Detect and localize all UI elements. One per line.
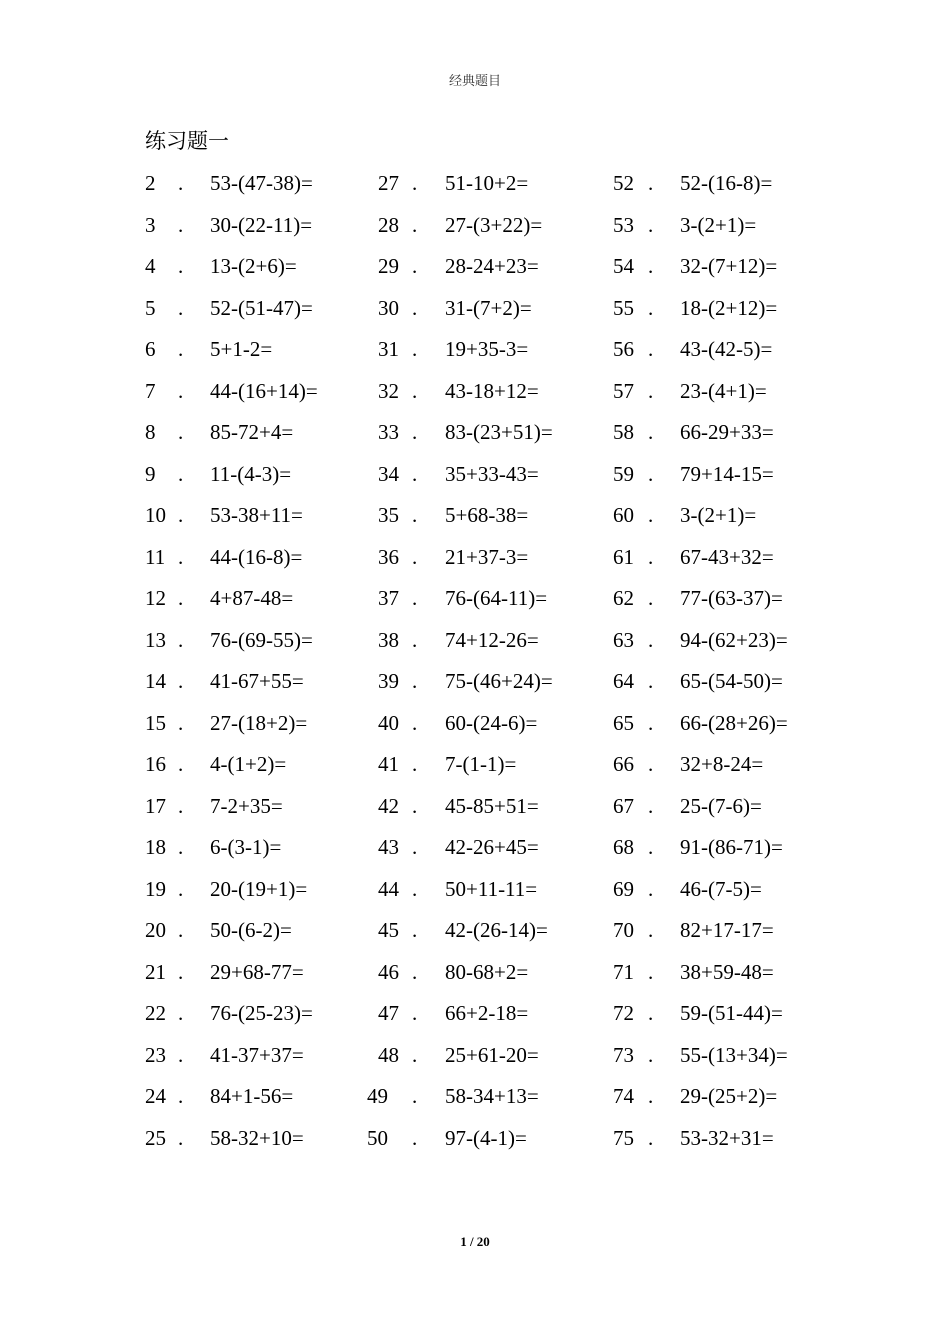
number-separator: . <box>648 918 654 942</box>
exercise-expression: 6-(3-1)= <box>210 835 282 859</box>
number-separator: . <box>412 669 418 693</box>
page-header: 经典题目 <box>448 74 501 89</box>
number-separator: . <box>648 295 654 320</box>
number-separator: . <box>648 835 654 859</box>
number-separator: . <box>178 793 184 818</box>
number-separator: . <box>648 876 654 901</box>
number-separator: . <box>648 171 654 195</box>
exercise-expression: 43-18+12= <box>445 378 539 403</box>
number-separator: . <box>178 503 184 527</box>
exercise-number: 46 <box>378 959 399 984</box>
exercise-expression: 94-(62+23)= <box>680 627 788 652</box>
exercise-expression: 55-(13+34)= <box>680 1042 788 1067</box>
exercise-expression: 5+68-38= <box>445 503 529 527</box>
exercise-number: 36 <box>378 544 399 569</box>
exercise-expression: 3-(2+1)= <box>680 503 757 527</box>
exercise-number: 34 <box>378 461 399 486</box>
number-separator: . <box>412 959 418 984</box>
exercise-expression: 79+14-15= <box>680 461 774 486</box>
exercise-number: 69 <box>613 876 634 901</box>
number-separator: . <box>648 959 654 984</box>
number-separator: . <box>648 337 654 361</box>
number-separator: . <box>412 1125 418 1150</box>
exercise-expression: 32+8-24= <box>680 752 764 776</box>
number-separator: . <box>178 876 184 901</box>
number-separator: . <box>178 1001 184 1025</box>
exercise-number: 55 <box>613 295 634 320</box>
exercise-number: 50 <box>367 1125 388 1150</box>
exercise-number: 5 <box>145 295 156 320</box>
exercise-expression: 11-(4-3)= <box>210 461 292 486</box>
exercise-expression: 21+37-3= <box>445 544 529 569</box>
number-separator: . <box>412 461 418 486</box>
exercise-expression: 60-(24-6)= <box>445 710 538 735</box>
number-separator: . <box>178 1125 184 1150</box>
exercise-expression: 91-(86-71)= <box>680 835 783 859</box>
number-separator: . <box>178 669 184 693</box>
number-separator: . <box>648 212 654 237</box>
number-separator: . <box>412 254 418 278</box>
exercise-number: 12 <box>145 586 166 610</box>
exercise-expression: 58-32+10= <box>210 1125 304 1150</box>
exercise-number: 16 <box>145 752 166 776</box>
exercise-expression: 59-(51-44)= <box>680 1001 783 1025</box>
exercise-number: 61 <box>613 544 634 569</box>
number-separator: . <box>412 378 418 403</box>
exercise-number: 3 <box>145 212 156 237</box>
exercise-expression: 30-(22-11)= <box>210 212 313 237</box>
number-separator: . <box>178 1084 184 1108</box>
exercise-number: 18 <box>145 835 166 859</box>
exercise-expression: 66-(28+26)= <box>680 710 788 735</box>
exercise-number: 17 <box>145 793 166 818</box>
page-number: 1 / 20 <box>460 1234 490 1249</box>
exercise-expression: 42-(26-14)= <box>445 918 548 942</box>
exercise-number: 53 <box>613 212 634 237</box>
number-separator: . <box>178 710 184 735</box>
number-separator: . <box>648 710 654 735</box>
number-separator: . <box>648 1042 654 1067</box>
number-separator: . <box>412 1001 418 1025</box>
number-separator: . <box>178 918 184 942</box>
number-separator: . <box>412 627 418 652</box>
number-separator: . <box>178 627 184 652</box>
exercise-number: 73 <box>613 1042 634 1067</box>
exercise-number: 75 <box>613 1125 634 1150</box>
number-separator: . <box>648 503 654 527</box>
exercise-expression: 85-72+4= <box>210 420 294 444</box>
exercise-number: 8 <box>145 420 156 444</box>
exercise-number: 49 <box>367 1084 388 1108</box>
exercise-number: 60 <box>613 503 634 527</box>
exercise-expression: 76-(69-55)= <box>210 627 313 652</box>
exercise-number: 67 <box>613 793 634 818</box>
exercise-number: 45 <box>378 918 399 942</box>
exercise-number: 31 <box>378 337 399 361</box>
number-separator: . <box>178 420 184 444</box>
exercise-expression: 50+11-11= <box>445 876 538 901</box>
exercise-expression: 44-(16-8)= <box>210 544 303 569</box>
number-separator: . <box>648 254 654 278</box>
exercise-title: 练习题一 <box>145 129 229 153</box>
exercise-expression: 42-26+45= <box>445 835 539 859</box>
exercise-number: 4 <box>145 254 156 278</box>
exercise-number: 44 <box>378 876 399 901</box>
exercise-expression: 53-38+11= <box>210 503 303 527</box>
exercise-expression: 67-43+32= <box>680 544 774 569</box>
number-separator: . <box>412 295 418 320</box>
exercise-expression: 7-(1-1)= <box>445 752 517 776</box>
number-separator: . <box>412 337 418 361</box>
number-separator: . <box>648 461 654 486</box>
exercise-number: 13 <box>145 627 166 652</box>
number-separator: . <box>178 171 184 195</box>
number-separator: . <box>648 752 654 776</box>
exercise-number: 35 <box>378 503 399 527</box>
exercise-number: 56 <box>613 337 634 361</box>
exercise-number: 40 <box>378 710 399 735</box>
exercise-expression: 65-(54-50)= <box>680 669 783 693</box>
exercise-number: 48 <box>378 1042 399 1067</box>
exercise-expression: 41-37+37= <box>210 1042 304 1067</box>
number-separator: . <box>412 835 418 859</box>
number-separator: . <box>178 752 184 776</box>
exercise-number: 29 <box>378 254 399 278</box>
exercise-expression: 4-(1+2)= <box>210 752 287 776</box>
number-separator: . <box>648 669 654 693</box>
exercise-number: 63 <box>613 627 634 652</box>
exercise-number: 72 <box>613 1001 634 1025</box>
number-separator: . <box>648 793 654 818</box>
exercise-number: 68 <box>613 835 634 859</box>
exercise-number: 70 <box>613 918 634 942</box>
exercise-expression: 58-34+13= <box>445 1084 539 1108</box>
number-separator: . <box>178 461 184 486</box>
number-separator: . <box>648 1001 654 1025</box>
exercise-expression: 7-2+35= <box>210 793 283 818</box>
exercise-expression: 66+2-18= <box>445 1001 529 1025</box>
exercise-expression: 53-32+31= <box>680 1125 774 1150</box>
number-separator: . <box>412 544 418 569</box>
exercise-number: 15 <box>145 710 166 735</box>
number-separator: . <box>412 586 418 610</box>
number-separator: . <box>178 337 184 361</box>
exercise-number: 19 <box>145 876 166 901</box>
exercise-expression: 44-(16+14)= <box>210 378 318 403</box>
exercise-number: 28 <box>378 212 399 237</box>
exercise-expression: 32-(7+12)= <box>680 254 778 278</box>
exercise-expression: 25-(7-6)= <box>680 793 762 818</box>
number-separator: . <box>178 212 184 237</box>
exercise-number: 27 <box>378 171 399 195</box>
exercise-number: 39 <box>378 669 399 693</box>
exercise-number: 22 <box>145 1001 166 1025</box>
number-separator: . <box>178 835 184 859</box>
exercise-expression: 4+87-48= <box>210 586 294 610</box>
number-separator: . <box>648 586 654 610</box>
number-separator: . <box>648 420 654 444</box>
exercise-expression: 41-67+55= <box>210 669 304 693</box>
exercise-expression: 84+1-56= <box>210 1084 294 1108</box>
exercise-expression: 20-(19+1)= <box>210 876 308 901</box>
number-separator: . <box>648 1125 654 1150</box>
exercise-expression: 38+59-48= <box>680 959 774 984</box>
exercise-expression: 66-29+33= <box>680 420 774 444</box>
exercise-number: 2 <box>145 171 156 195</box>
number-separator: . <box>178 586 184 610</box>
exercise-number: 9 <box>145 461 156 486</box>
exercise-expression: 52-(51-47)= <box>210 295 313 320</box>
exercise-number: 54 <box>613 254 634 278</box>
exercise-number: 6 <box>145 337 156 361</box>
number-separator: . <box>412 420 418 444</box>
exercise-number: 65 <box>613 710 634 735</box>
exercise-number: 14 <box>145 669 166 693</box>
exercise-expression: 46-(7-5)= <box>680 876 762 901</box>
exercise-number: 71 <box>613 959 634 984</box>
exercise-expression: 52-(16-8)= <box>680 171 773 195</box>
number-separator: . <box>648 378 654 403</box>
exercise-expression: 53-(47-38)= <box>210 171 313 195</box>
exercise-expression: 29+68-77= <box>210 959 304 984</box>
exercise-expression: 27-(18+2)= <box>210 710 308 735</box>
exercise-expression: 13-(2+6)= <box>210 254 297 278</box>
number-separator: . <box>178 544 184 569</box>
exercise-expression: 83-(23+51)= <box>445 420 553 444</box>
exercise-number: 30 <box>378 295 399 320</box>
number-separator: . <box>178 254 184 278</box>
exercise-number: 32 <box>378 378 399 403</box>
exercise-expression: 18-(2+12)= <box>680 295 778 320</box>
exercise-number: 37 <box>378 586 399 610</box>
exercise-number: 66 <box>613 752 634 776</box>
number-separator: . <box>178 295 184 320</box>
exercise-expression: 29-(25+2)= <box>680 1084 778 1108</box>
exercise-expression: 23-(4+1)= <box>680 378 767 403</box>
exercise-expression: 5+1-2= <box>210 337 273 361</box>
exercise-expression: 31-(7+2)= <box>445 295 532 320</box>
exercise-expression: 35+33-43= <box>445 461 539 486</box>
number-separator: . <box>412 752 418 776</box>
exercise-expression: 50-(6-2)= <box>210 918 292 942</box>
exercise-number: 62 <box>613 586 634 610</box>
exercise-number: 52 <box>613 171 634 195</box>
exercise-number: 42 <box>378 793 399 818</box>
number-separator: . <box>412 171 418 195</box>
exercise-number: 57 <box>613 378 634 403</box>
number-separator: . <box>648 544 654 569</box>
number-separator: . <box>412 876 418 901</box>
exercise-expression: 80-68+2= <box>445 959 529 984</box>
exercise-expression: 27-(3+22)= <box>445 212 543 237</box>
number-separator: . <box>648 627 654 652</box>
exercise-expression: 77-(63-37)= <box>680 586 783 610</box>
exercise-number: 47 <box>378 1001 399 1025</box>
exercise-number: 64 <box>613 669 634 693</box>
number-separator: . <box>412 918 418 942</box>
exercise-number: 23 <box>145 1042 166 1067</box>
exercise-number: 33 <box>378 420 399 444</box>
exercise-number: 41 <box>378 752 399 776</box>
exercise-number: 24 <box>145 1084 166 1108</box>
number-separator: . <box>412 710 418 735</box>
exercise-expression: 82+17-17= <box>680 918 774 942</box>
exercise-number: 25 <box>145 1125 166 1150</box>
exercise-expression: 45-85+51= <box>445 793 539 818</box>
number-separator: . <box>412 793 418 818</box>
exercise-expression: 76-(64-11)= <box>445 586 548 610</box>
exercise-expression: 19+35-3= <box>445 337 529 361</box>
number-separator: . <box>412 1042 418 1067</box>
number-separator: . <box>648 1084 654 1108</box>
exercise-expression: 97-(4-1)= <box>445 1125 527 1150</box>
number-separator: . <box>178 378 184 403</box>
exercise-number: 74 <box>613 1084 634 1108</box>
exercise-expression: 75-(46+24)= <box>445 669 553 693</box>
number-separator: . <box>178 1042 184 1067</box>
exercise-expression: 43-(42-5)= <box>680 337 773 361</box>
exercise-number: 58 <box>613 420 634 444</box>
exercise-expression: 25+61-20= <box>445 1042 539 1067</box>
exercise-number: 59 <box>613 461 634 486</box>
exercise-expression: 76-(25-23)= <box>210 1001 313 1025</box>
exercise-number: 38 <box>378 627 399 652</box>
exercise-number: 11 <box>145 544 166 569</box>
number-separator: . <box>412 212 418 237</box>
exercise-expression: 28-24+23= <box>445 254 539 278</box>
number-separator: . <box>412 1084 418 1108</box>
exercise-expression: 51-10+2= <box>445 171 529 195</box>
number-separator: . <box>178 959 184 984</box>
number-separator: . <box>412 503 418 527</box>
exercise-number: 7 <box>145 378 156 403</box>
exercise-number: 10 <box>145 503 166 527</box>
exercise-number: 43 <box>378 835 399 859</box>
exercise-expression: 3-(2+1)= <box>680 212 757 237</box>
exercise-number: 21 <box>145 959 166 984</box>
exercise-expression: 74+12-26= <box>445 627 539 652</box>
exercise-number: 20 <box>145 918 166 942</box>
